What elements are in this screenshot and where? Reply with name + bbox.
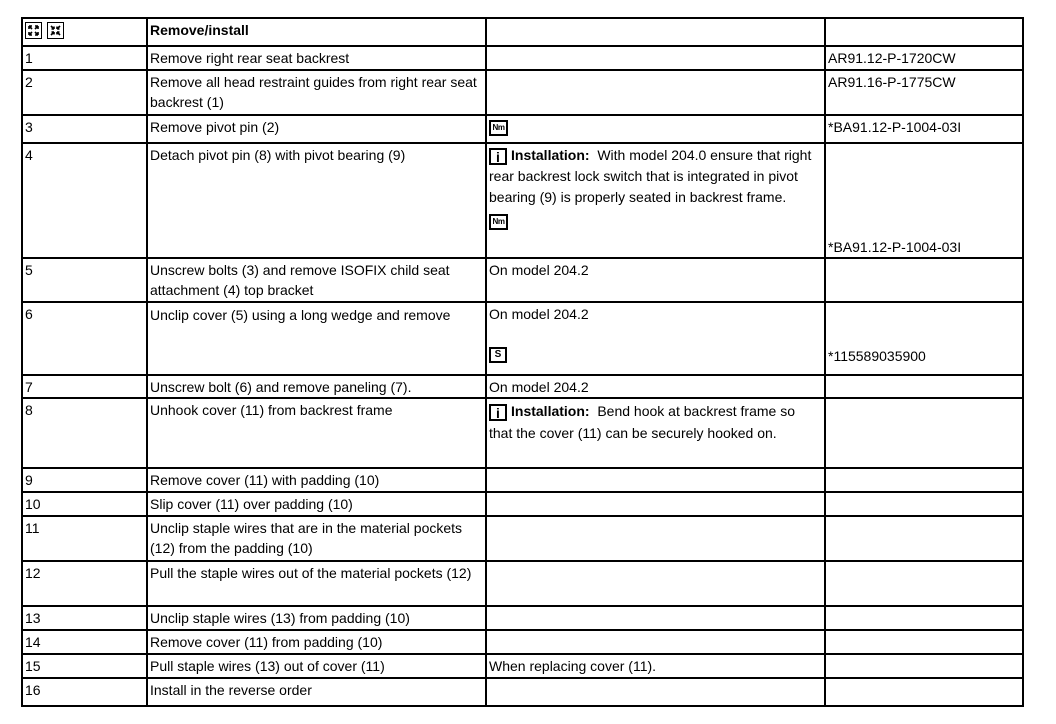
header-empty-note bbox=[486, 18, 825, 46]
step-ref bbox=[825, 516, 1023, 561]
table-row bbox=[22, 654, 1023, 678]
header-icons-cell bbox=[22, 18, 147, 46]
header-title: Remove/install bbox=[147, 18, 486, 46]
table-row bbox=[22, 302, 1023, 375]
step-action: Remove right rear seat backrest bbox=[147, 46, 486, 70]
installation-label: Installation: bbox=[511, 147, 590, 163]
step-action: Remove cover (11) with padding (10) bbox=[147, 468, 486, 492]
installation-text: Bend hook at backrest frame so that the cover (11) can be securely hooked on. bbox=[489, 403, 796, 441]
step-ref bbox=[825, 654, 1023, 678]
step-note: When replacing cover (11). bbox=[486, 654, 825, 678]
step-ref bbox=[825, 258, 1023, 302]
step-action: Slip cover (11) over padding (10) bbox=[147, 492, 486, 516]
step-note bbox=[486, 143, 825, 258]
step-action: Remove cover (11) from padding (10) bbox=[147, 630, 486, 654]
step-ref[interactable] bbox=[825, 143, 1023, 258]
step-action: Pull staple wires (13) out of cover (11) bbox=[147, 654, 486, 678]
step-ref bbox=[825, 375, 1023, 398]
step-action: Install in the reverse order bbox=[147, 678, 486, 706]
table-row bbox=[22, 468, 1023, 492]
table-row bbox=[22, 143, 1023, 258]
step-action: Pull the staple wires out of the material pockets (12) bbox=[147, 561, 486, 606]
step-action: Unclip staple wires (13) from padding (10) bbox=[147, 606, 486, 630]
header-empty-ref bbox=[825, 18, 1023, 46]
step-ref-text[interactable]: *115589035900 bbox=[828, 348, 926, 364]
step-action: Detach pivot pin (8) with pivot bearing (9) bbox=[147, 143, 486, 258]
step-number: 11 bbox=[22, 516, 147, 561]
step-number: 2 bbox=[22, 70, 147, 115]
step-ref bbox=[825, 561, 1023, 606]
step-note bbox=[486, 468, 825, 492]
step-note bbox=[486, 492, 825, 516]
step-action: Unscrew bolts (3) and remove ISOFIX child seat attachment (4) top bracket bbox=[147, 258, 486, 302]
table-row bbox=[22, 492, 1023, 516]
step-note bbox=[486, 398, 825, 468]
table-row bbox=[22, 398, 1023, 468]
table-row bbox=[22, 70, 1023, 115]
step-note bbox=[486, 678, 825, 706]
step-action: Remove all head restraint guides from right rear seat backrest (1) bbox=[147, 70, 486, 115]
table-row bbox=[22, 375, 1023, 398]
step-number: 16 bbox=[22, 678, 147, 706]
table-row bbox=[22, 258, 1023, 302]
step-note bbox=[486, 606, 825, 630]
step-ref bbox=[825, 492, 1023, 516]
step-ref[interactable]: *BA91.12-P-1004-03I bbox=[825, 115, 1023, 143]
step-note bbox=[486, 561, 825, 606]
step-note bbox=[486, 46, 825, 70]
step-ref bbox=[825, 678, 1023, 706]
step-action: Unclip staple wires that are in the material pockets (12) from the padding (10) bbox=[147, 516, 486, 561]
step-ref[interactable] bbox=[825, 302, 1023, 375]
expand-all-icon[interactable] bbox=[25, 22, 42, 39]
table-row bbox=[22, 115, 1023, 143]
procedure-table bbox=[21, 17, 1024, 707]
step-ref bbox=[825, 398, 1023, 468]
step-number: 3 bbox=[22, 115, 147, 143]
step-note: On model 204.2 bbox=[486, 258, 825, 302]
step-number: 13 bbox=[22, 606, 147, 630]
info-icon: i bbox=[489, 404, 507, 421]
torque-icon[interactable]: Nm bbox=[489, 120, 508, 136]
step-ref[interactable]: AR91.12-P-1720CW bbox=[825, 46, 1023, 70]
step-action: Remove pivot pin (2) bbox=[147, 115, 486, 143]
step-number: 6 bbox=[22, 302, 147, 375]
step-number: 10 bbox=[22, 492, 147, 516]
step-number: 14 bbox=[22, 630, 147, 654]
header-row bbox=[22, 18, 1023, 46]
step-ref[interactable]: AR91.16-P-1775CW bbox=[825, 70, 1023, 115]
step-number: 7 bbox=[22, 375, 147, 398]
installation-label: Installation: bbox=[511, 403, 590, 419]
step-ref-text[interactable]: *BA91.12-P-1004-03I bbox=[828, 239, 962, 255]
table-row bbox=[22, 561, 1023, 606]
table-row bbox=[22, 606, 1023, 630]
step-ref bbox=[825, 606, 1023, 630]
table-row bbox=[22, 678, 1023, 706]
step-note bbox=[486, 630, 825, 654]
step-note bbox=[486, 302, 825, 375]
collapse-all-icon[interactable] bbox=[47, 22, 64, 39]
step-number: 5 bbox=[22, 258, 147, 302]
torque-icon[interactable]: Nm bbox=[489, 214, 508, 230]
step-action: Unscrew bolt (6) and remove paneling (7). bbox=[147, 375, 486, 398]
step-note bbox=[486, 115, 825, 143]
special-tool-icon[interactable]: S bbox=[489, 347, 507, 363]
step-number: 12 bbox=[22, 561, 147, 606]
installation-text: With model 204.0 ensure that right rear backrest lock switch that is integrated in pivot bearing (9) is properly seated in backrest frame. bbox=[489, 147, 812, 205]
step-number: 9 bbox=[22, 468, 147, 492]
step-ref bbox=[825, 630, 1023, 654]
step-number: 1 bbox=[22, 46, 147, 70]
info-icon: i bbox=[489, 148, 507, 165]
step-note bbox=[486, 516, 825, 561]
step-action: Unhook cover (11) from backrest frame bbox=[147, 398, 486, 468]
table-row bbox=[22, 630, 1023, 654]
step-ref bbox=[825, 468, 1023, 492]
step-note-text: On model 204.2 bbox=[489, 306, 589, 322]
table-row bbox=[22, 516, 1023, 561]
step-number: 4 bbox=[22, 143, 147, 258]
step-action: Unclip cover (5) using a long wedge and remove bbox=[147, 302, 486, 375]
step-number: 15 bbox=[22, 654, 147, 678]
step-note: On model 204.2 bbox=[486, 375, 825, 398]
step-note bbox=[486, 70, 825, 115]
table-row bbox=[22, 46, 1023, 70]
step-number: 8 bbox=[22, 398, 147, 468]
